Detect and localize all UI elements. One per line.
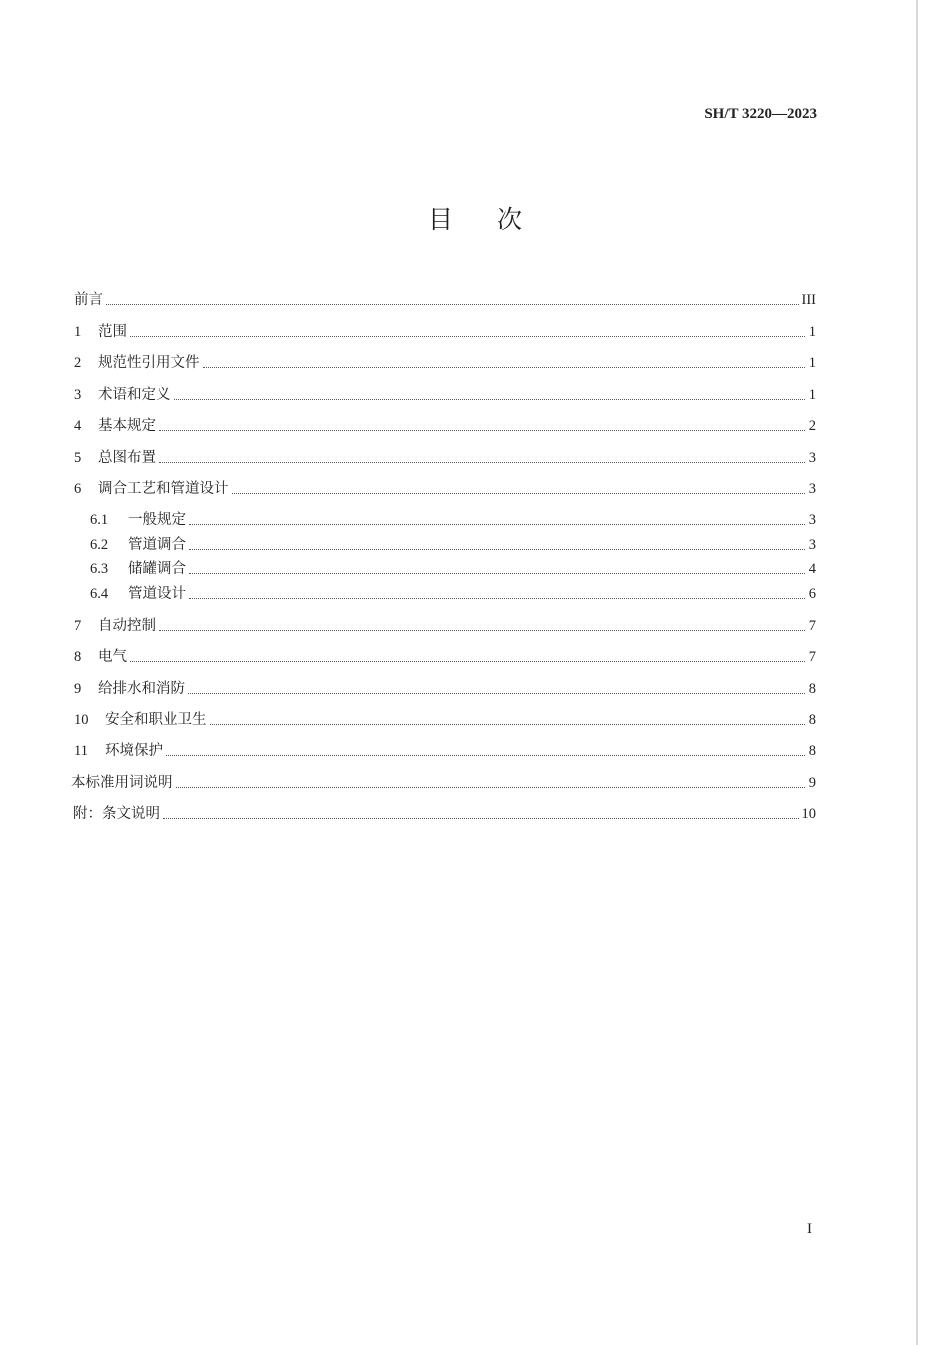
toc-entry-label: 给排水和消防 xyxy=(98,681,185,697)
toc-entry-label: 附：条文说明 xyxy=(73,806,160,822)
toc-entry-page: 6 xyxy=(808,586,816,602)
toc-entry-number: 6.3 xyxy=(90,561,109,577)
toc-entry-page: 4 xyxy=(808,561,816,577)
toc-entry-page: III xyxy=(801,292,816,308)
toc-entry-page: 8 xyxy=(808,712,816,728)
toc-entry-8[interactable] xyxy=(74,647,816,667)
toc-entry-label: 管道调合 xyxy=(128,537,186,553)
toc-entry-6-1[interactable] xyxy=(74,510,816,530)
toc-leader-dots xyxy=(189,573,805,574)
toc-entry-page: 2 xyxy=(808,418,816,434)
toc-entry-number: 9 xyxy=(74,681,82,697)
toc-entry-label: 本标准用词说明 xyxy=(71,775,173,791)
toc-entry-6-2[interactable] xyxy=(74,535,816,555)
toc-leader-dots xyxy=(210,724,806,725)
toc-entry-page: 9 xyxy=(808,775,816,791)
toc-entry-label: 管道设计 xyxy=(128,586,186,602)
toc-entry-7[interactable] xyxy=(74,616,816,636)
toc-entry-page: 8 xyxy=(808,743,816,759)
toc-entry-number: 4 xyxy=(74,418,82,434)
toc-leader-dots xyxy=(188,693,805,694)
toc-entry-label: 储罐调合 xyxy=(128,561,186,577)
toc-entry-number: 6.1 xyxy=(90,512,109,528)
toc-entry-6-4[interactable] xyxy=(74,584,816,604)
toc-entry-5[interactable] xyxy=(74,448,816,468)
document-code: SH/T 3220—2023 xyxy=(704,106,817,122)
toc-entry-page: 1 xyxy=(808,324,816,340)
toc-entry-label: 电气 xyxy=(98,649,127,665)
toc-entry-label: 范围 xyxy=(98,324,127,340)
toc-leader-dots xyxy=(130,336,805,337)
toc-entry-10[interactable] xyxy=(74,710,816,730)
toc-entry-label: 安全和职业卫生 xyxy=(105,712,207,728)
toc-entry-label: 一般规定 xyxy=(128,512,186,528)
toc-entry-number: 6.4 xyxy=(90,586,109,602)
toc-leader-dots xyxy=(189,549,805,550)
toc-entry-page: 7 xyxy=(808,618,816,634)
toc-entry-foreword[interactable] xyxy=(74,290,816,310)
toc-entry-6[interactable] xyxy=(74,479,816,499)
toc-leader-dots xyxy=(159,630,805,631)
toc-entry-label: 环境保护 xyxy=(105,743,163,759)
toc-leader-dots xyxy=(176,787,806,788)
toc-leader-dots xyxy=(232,493,806,494)
toc-entry-label: 总图布置 xyxy=(98,450,156,466)
toc-entry-page: 3 xyxy=(808,450,816,466)
toc-entry-page: 3 xyxy=(808,512,816,528)
toc-entry-page: 1 xyxy=(808,387,816,403)
toc-leader-dots xyxy=(130,661,805,662)
toc-entry-label: 规范性引用文件 xyxy=(98,355,200,371)
toc-entry-label: 前言 xyxy=(74,292,103,308)
toc-entry-label: 调合工艺和管道设计 xyxy=(98,481,229,497)
toc-entry-9[interactable] xyxy=(74,679,816,699)
toc-entry-number: 6.2 xyxy=(90,537,109,553)
toc-leader-dots xyxy=(163,818,799,819)
toc-leader-dots xyxy=(159,462,805,463)
toc-entry-label: 基本规定 xyxy=(98,418,156,434)
toc-leader-dots xyxy=(174,399,806,400)
page-title: 目次 xyxy=(427,205,566,234)
toc-entry-appendix[interactable] xyxy=(73,804,816,824)
toc-entry-2[interactable] xyxy=(74,353,816,373)
toc-entry-6-3[interactable] xyxy=(74,559,816,579)
toc-entry-number: 3 xyxy=(74,387,82,403)
toc-entry-11[interactable] xyxy=(74,741,816,761)
toc-entry-number: 6 xyxy=(74,481,82,497)
toc-entry-3[interactable] xyxy=(74,385,816,405)
toc-entry-label: 术语和定义 xyxy=(98,387,171,403)
page-number: I xyxy=(807,1221,812,1237)
toc-entry-number: 10 xyxy=(74,712,89,728)
toc-entry-page: 7 xyxy=(808,649,816,665)
toc-entry-wording-explanation[interactable] xyxy=(71,773,816,793)
toc-leader-dots xyxy=(166,755,805,756)
toc-entry-page: 8 xyxy=(808,681,816,697)
toc-entry-page: 10 xyxy=(801,806,816,822)
toc-entry-number: 5 xyxy=(74,450,82,466)
toc-entry-4[interactable] xyxy=(74,416,816,436)
toc-entry-number: 7 xyxy=(74,618,82,634)
toc-entry-number: 8 xyxy=(74,649,82,665)
toc-entry-page: 1 xyxy=(808,355,816,371)
toc-entry-page: 3 xyxy=(808,537,816,553)
toc-leader-dots xyxy=(189,524,805,525)
toc-entry-label: 自动控制 xyxy=(98,618,156,634)
toc-leader-dots xyxy=(203,367,806,368)
toc-leader-dots xyxy=(106,304,799,305)
toc-entry-number: 1 xyxy=(74,324,82,340)
toc-leader-dots xyxy=(189,598,805,599)
toc-leader-dots xyxy=(159,430,805,431)
toc-entry-page: 3 xyxy=(808,481,816,497)
toc-entry-number: 11 xyxy=(74,743,88,759)
toc-entry-1[interactable] xyxy=(74,322,816,342)
toc-entry-number: 2 xyxy=(74,355,82,371)
